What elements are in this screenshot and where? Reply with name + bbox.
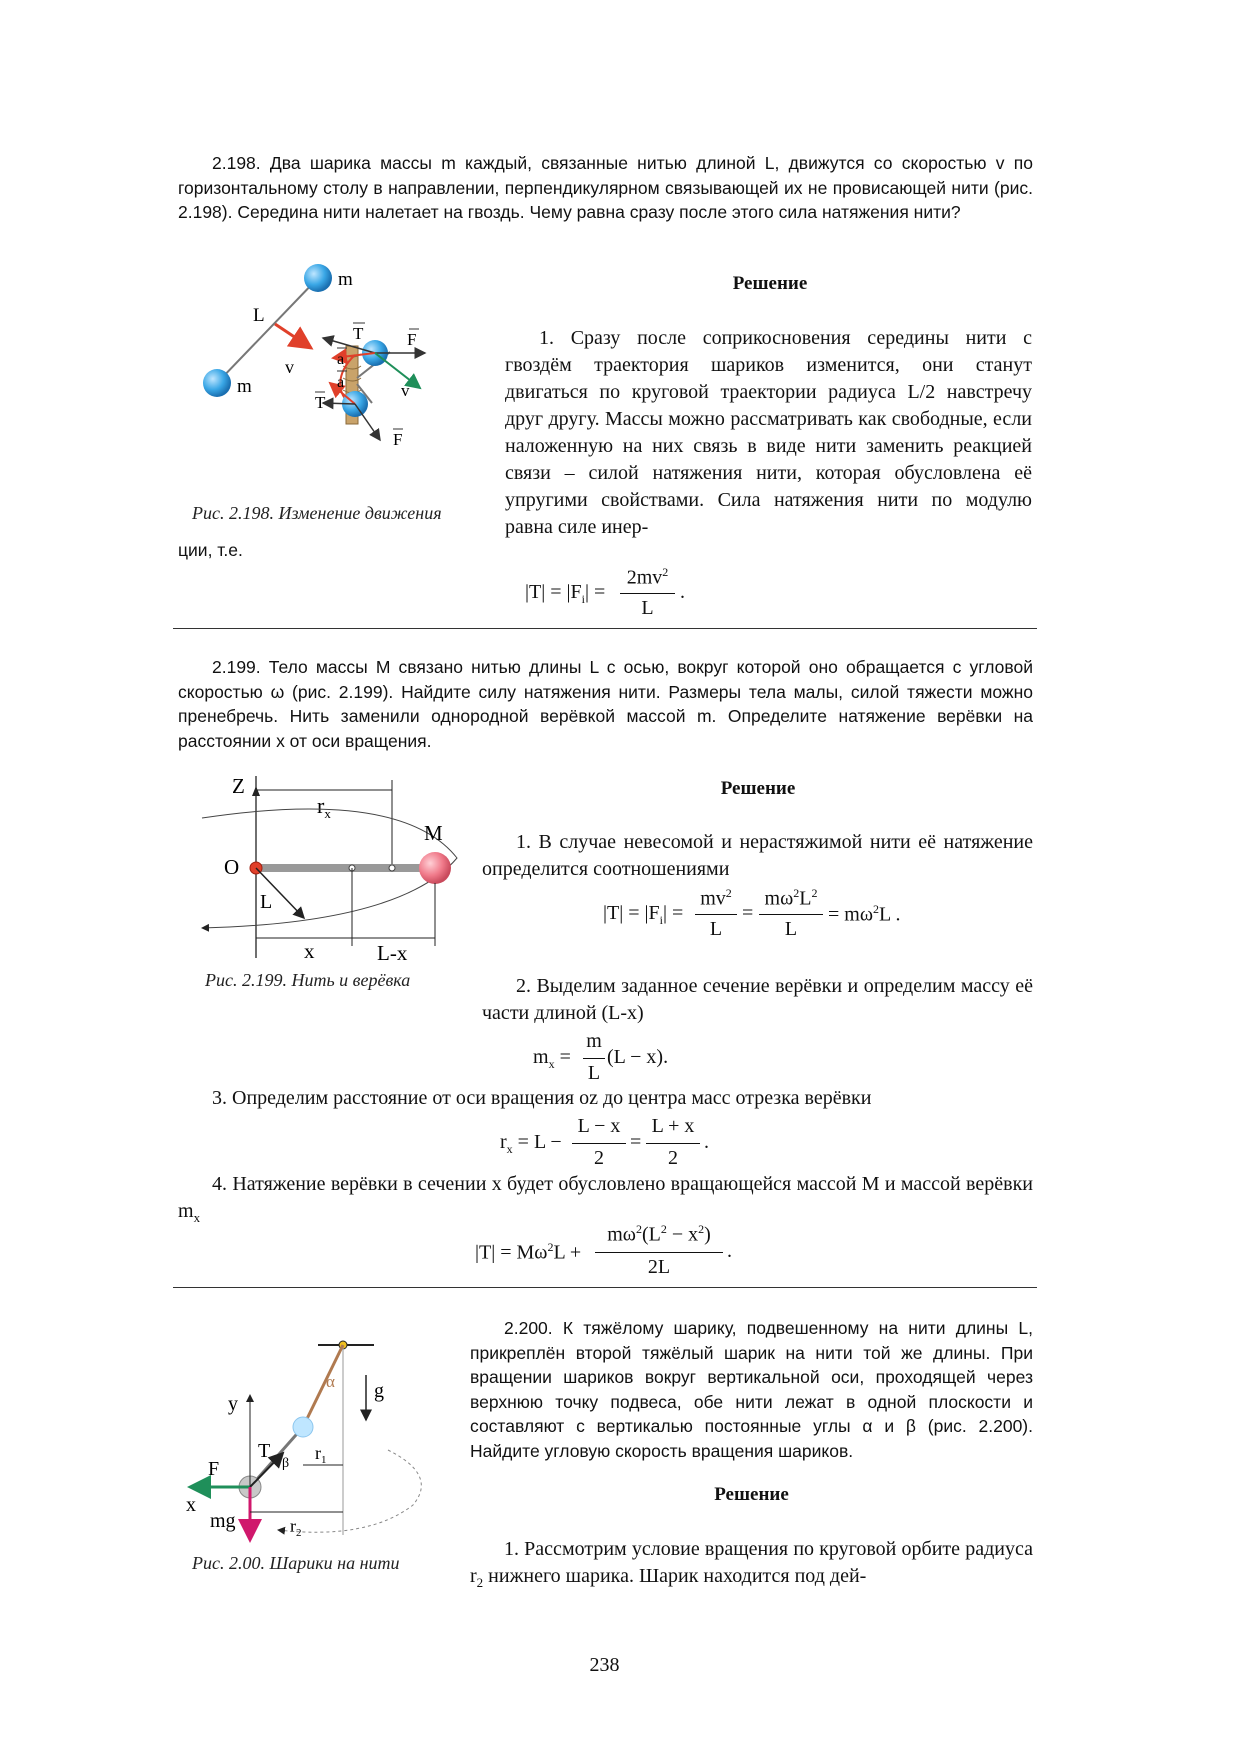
figure-2-200 [178,1335,468,1550]
label-L: L [253,305,265,326]
problem-199-text: 2.199. Тело массы M связано нитью длины L с осью, вокруг которой оно обращается с угловой скоростью ω (рис. 2.199). Найдите силу натяжения нити. Размеры тела малы, силой тяжести можно пренебречь. Нить заменили однородной верёвкой массой m. Определите натяжение верёвки на расстоянии x от оси вращения. [178,657,1033,751]
label-F2: F [393,430,403,449]
label-Z: Z [232,774,245,798]
separator-2 [173,1287,1037,1288]
figure-2-199 [192,768,472,968]
velocity-arrow [275,324,311,348]
problem-200-step1: 1. Рассмотрим условие вращения по круговой орбите радиуса $r_2$ нижнего шарика. Шарик находится под дей- [470,1538,1033,1590]
figure-2-198 [185,258,485,498]
label-v2: v [401,381,410,400]
label-L-x: L-x [377,941,408,965]
label-a: a [337,351,345,368]
label-mg: mg [210,1510,236,1532]
label-y: y [228,1393,238,1415]
label-T: T [353,324,364,343]
label-T: T [258,1440,271,1462]
solution-heading-199: Решение [720,778,796,799]
separator-1 [173,628,1037,629]
label-g: g [374,1380,384,1402]
formula-199-a: $|T| = |F_i|$ = $mv^2$ L = $m\omega^2L^2$ L = $m\omega^2L$ . [603,886,901,940]
problem-199-step1: 1. В случае невесомой и нерастяжимой нити её натяжение определится соотношениями [482,831,1033,880]
page-number: 238 [589,1654,620,1676]
figure-2-200-caption: Рис. 2.00. Шарики на нити [192,1553,400,1573]
problem-200-text: 2.200. К тяжёлому шарику, подвешенному на нити длины L, прикреплён второй тяжёлый шарик на нити той же длины. При вращении шариков вокруг вертикальной оси, проходящей через верхнюю точку подвеса, обе нити лежат в одной плоскости и составляют с вертикалью постоянные углы α и β (рис. 2.200). Найдите угловую скорость вращения шариков. [470,1318,1033,1461]
ball-top [304,264,332,292]
problem-199-step4: 4. Натяжение верёвки в сечении x будет обусловлено вращающейся массой M и массой верёвки $m_x$ [178,1173,1033,1225]
problem-198-text: 2.198. Два шарика массы m каждый, связанные нитью длиной L, движутся со скоростью v по горизонтальному столу в направлении, перпендикулярном связывающей их не провисающей нити (рис. 2.198). Середина нити налетает на гвоздь. Чему равна сразу после этого сила натяжения нити? [178,153,1033,222]
label-a2: a [337,374,345,391]
figure-2-199-caption: Рис. 2.199. Нить и верёвка [205,970,411,990]
ball-upper [293,1417,313,1437]
label-x: x [304,939,315,963]
label-F: F [208,1458,220,1480]
label-m-top: m [338,269,353,290]
label-T2: T [315,393,326,412]
label-O: O [224,855,240,879]
label-x: x [186,1494,196,1516]
label-rx: $r_x$ [317,793,331,821]
label-M: M [424,821,443,845]
label-beta: β [282,1456,290,1471]
formula-199-c: $r_x = L$ − L − x 2 = L + x 2 . [500,1115,709,1169]
ball-bottom [203,369,231,397]
label-v: v [285,357,294,377]
solution-heading-200: Решение [714,1484,789,1505]
problem-198-step1-cont: ции, т.е. [178,540,243,560]
label-r1: $r_1$ [315,1443,327,1466]
problem-199-step3: 3. Определим расстояние от оси вращения oz до центра масс отрезка верёвки [212,1087,872,1109]
rope [256,864,428,872]
label-r2: $r_2$ [290,1516,302,1539]
formula-199-b: $m_x$ = m L (L − x). [533,1030,669,1084]
mass-M [419,852,451,884]
solution-heading-198: Решение [732,273,808,294]
upper-string [303,1345,343,1427]
figure-2-198-caption: Рис. 2.198. Изменение движения [192,503,442,523]
label-F: F [407,330,417,349]
label-L: L [260,891,273,913]
label-m-bottom: m [237,376,252,397]
problem-198-step1: 1. Сразу после соприкосновения середины нити с гвоздём траектория шариков изменится, они станут двигаться по круговой траектории радиуса L/2 навстречу друг другу. Массы можно рассматривать как свободные, если наложенную на них связь в виде нити заменить реакцией связи – силой натяжения нити, которая обусловлена её упругими свойствами. Сила натяжения нити по модулю равна силе инер- [505,327,1032,538]
label-alpha: α [326,1372,335,1391]
string-line [217,278,318,383]
formula-199-d: $|T| = M\omega^2L$ + $m\omega^2(L^2 - x^2)$ 2L . [475,1222,732,1278]
problem-199-step2: 2. Выделим заданное сечение верёвки и определим массу её части длиной (L-x) [482,975,1033,1024]
